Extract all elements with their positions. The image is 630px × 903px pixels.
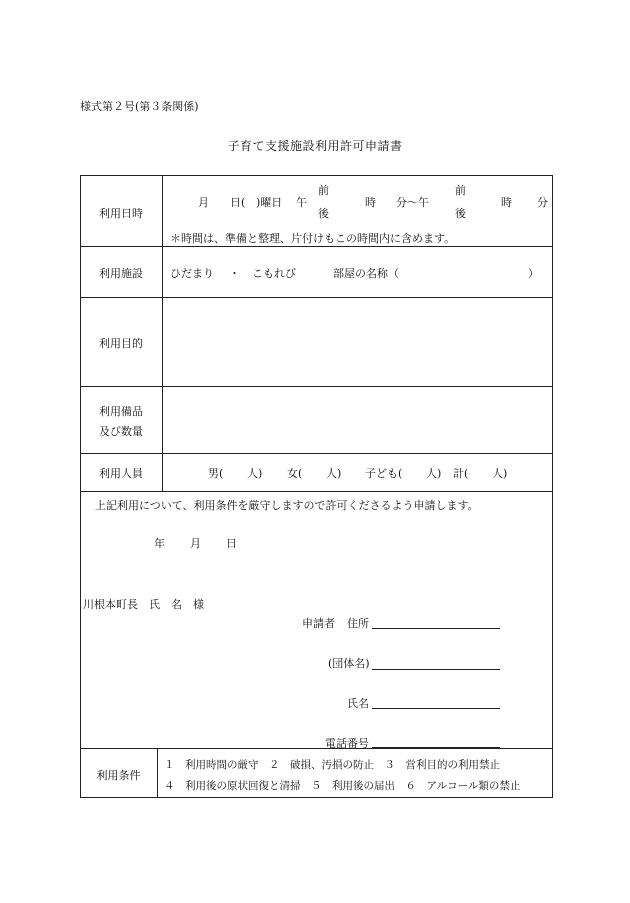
- datetime-label: 利用日時: [99, 207, 143, 220]
- people-label: 利用人員: [99, 467, 143, 480]
- address-field[interactable]: [372, 628, 500, 629]
- equipment-label-line2: 及び数量: [99, 425, 143, 438]
- row-divider: [80, 748, 553, 749]
- female-count-label: 女(: [287, 467, 303, 480]
- row-divider: [80, 453, 553, 454]
- children-count-unit: 人): [426, 467, 442, 480]
- row-divider: [80, 491, 553, 492]
- applicant-name-field[interactable]: [372, 708, 500, 709]
- purpose-label: 利用目的: [99, 337, 143, 350]
- date-day-unit: 日: [226, 537, 237, 550]
- addressee: 川根本町長 氏 名 様: [83, 598, 204, 611]
- label-column-divider: [157, 748, 158, 798]
- weekday-unit: )曜日: [256, 196, 283, 209]
- row-divider: [80, 297, 553, 298]
- facility-separator: ・: [229, 267, 240, 280]
- conditions-label: 利用条件: [96, 769, 141, 782]
- date-year-unit: 年: [154, 537, 165, 550]
- end-hour-unit: 時: [501, 196, 512, 209]
- conditions-line-2: ４ 利用後の原状回復と清掃 ５ 利用後の届出 ６ アルコール類の禁止: [164, 780, 521, 792]
- datetime-note: ＊時間は、準備と整理、片付けもこの時間内に含めます。: [170, 232, 456, 245]
- total-count-unit: 人): [492, 467, 508, 480]
- end-am-option: 前: [455, 184, 466, 197]
- group-name-field[interactable]: [372, 669, 500, 670]
- start-am-option: 前: [318, 184, 329, 197]
- phone-label: 電話番号: [325, 737, 369, 750]
- facility-option-hidamari[interactable]: ひだまり: [170, 267, 214, 280]
- start-ampm-prefix: 午: [296, 196, 307, 209]
- room-name-label: 部屋の名称（: [333, 267, 399, 280]
- label-column-divider: [162, 175, 163, 491]
- application-statement: 上記利用について、利用条件を厳守しますので許可くださるよう申請します。: [95, 499, 479, 512]
- phone-field[interactable]: [372, 747, 500, 748]
- start-hour-unit: 時: [365, 196, 376, 209]
- month-unit: 月: [198, 196, 209, 209]
- equipment-label-line1: 利用備品: [99, 405, 143, 418]
- day-unit: 日(: [230, 196, 246, 209]
- date-month-unit: 月: [190, 537, 201, 550]
- row-divider: [80, 246, 553, 247]
- end-pm-option: 後: [455, 207, 466, 220]
- applicant-name-label: 氏名: [347, 697, 369, 710]
- form-number: 様式第２号(第３条関係): [80, 100, 199, 113]
- row-divider: [80, 386, 553, 387]
- children-count-label: 子ども(: [365, 467, 403, 480]
- start-pm-option: 後: [318, 207, 329, 220]
- start-minute-tilde: 分～午: [396, 196, 429, 209]
- end-minute-unit: 分: [537, 196, 548, 209]
- conditions-line-1: １ 利用時間の厳守 ２ 破損、汚損の防止 ３ 営利目的の利用禁止: [164, 759, 500, 771]
- male-count-label: 男(: [208, 467, 224, 480]
- facility-label: 利用施設: [99, 267, 143, 280]
- form-title: 子育て支援施設利用許可申請書: [227, 139, 403, 153]
- female-count-unit: 人): [326, 467, 342, 480]
- male-count-unit: 人): [247, 467, 263, 480]
- applicant-label: 申請者: [302, 617, 335, 630]
- facility-option-komorebi[interactable]: こもれび: [252, 267, 296, 280]
- total-count-label: 計(: [453, 467, 469, 480]
- address-label: 住所: [347, 617, 369, 630]
- room-name-close: ）: [528, 267, 539, 280]
- application-form: [80, 175, 553, 798]
- group-name-label: (団体名): [328, 657, 370, 670]
